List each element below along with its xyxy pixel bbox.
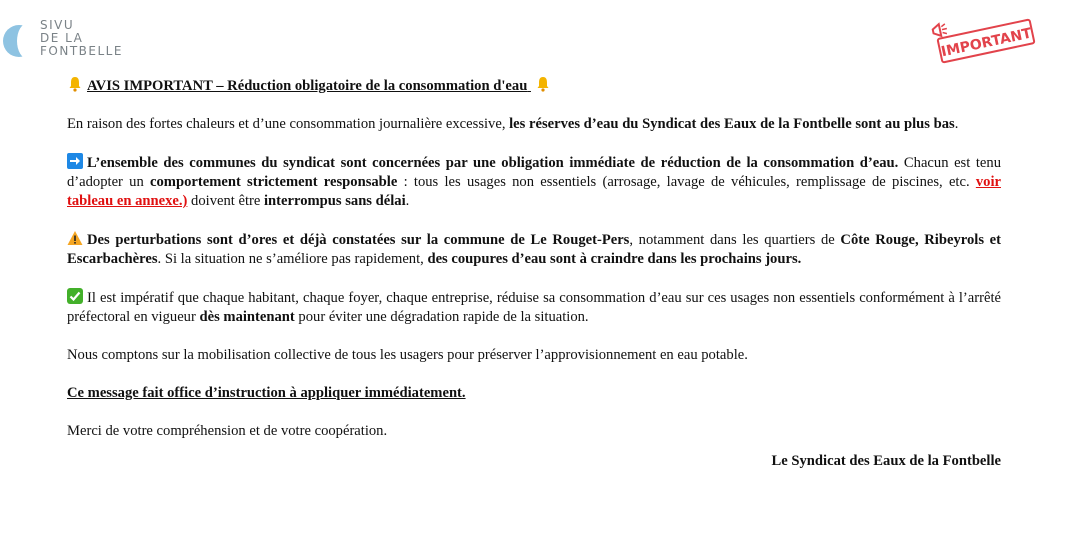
paragraph-4	[67, 288, 1001, 327]
p3-bold-lead: Des perturbations sont d’ores et déjà constatées sur la commune de Le Rouget-Pers	[87, 232, 630, 248]
p4-bold-now: dès maintenant	[199, 309, 295, 325]
notice-title-line	[67, 76, 1001, 96]
p2-text-1: Chacun est tenu d’adopter un	[67, 155, 1001, 190]
logo-line-3: FONTBELLE	[40, 44, 123, 58]
check-icon	[67, 288, 83, 304]
p4-text-2: pour éviter une dégradation rapide de la situation.	[294, 309, 589, 325]
annex-link[interactable]: voir tableau en annexe.)	[67, 174, 1001, 209]
notice-document	[67, 76, 1001, 471]
signature: Le Syndicat des Eaux de la Fontbelle	[771, 453, 1001, 469]
paragraph-3	[67, 230, 1001, 269]
sivu-logo	[0, 19, 170, 63]
logo-text	[40, 19, 123, 58]
logo-line-1: SIVU	[40, 18, 75, 32]
thanks-line: Merci de votre compréhension et de votre coopération.	[67, 423, 388, 439]
p3-text-1: , notamment dans les quartiers de	[629, 232, 841, 248]
p2-bold-behaviour: comportement strictement responsable	[150, 174, 398, 190]
p3-bold-cuts: des coupures d’eau sont à craindre dans les prochains jours.	[427, 251, 802, 267]
p2-bold-interrupt: interrompus sans délai	[264, 193, 406, 209]
paragraph-2	[67, 153, 1001, 211]
p1-end: .	[954, 116, 959, 132]
p1-bold: les réserves d’eau du Syndicat des Eaux de la Fontbelle sont au plus bas	[509, 116, 955, 132]
p1-text: En raison des fortes chaleurs et d’une consommation journalière excessive,	[67, 116, 510, 132]
instruction-text: Ce message fait office d’instruction à appliquer immédiatement.	[67, 385, 466, 401]
paragraph-1	[67, 115, 1001, 134]
bell-icon	[67, 76, 83, 92]
logo-mark	[3, 25, 35, 57]
important-stamp	[930, 20, 1050, 68]
p2-bold-lead: L’ensemble des communes du syndicat sont concernées par une obligation immédiate de réduction de la consommation d’eau.	[87, 155, 899, 171]
arrow-right-icon	[67, 153, 83, 169]
p3-text-2: . Si la situation ne s’améliore pas rapidement,	[157, 251, 428, 267]
notice-title: AVIS IMPORTANT – Réduction obligatoire de la consommation d'eau	[87, 78, 528, 94]
instruction-line	[67, 384, 1001, 403]
paragraph-5: Nous comptons sur la mobilisation collective de tous les usagers pour préserver l’approvisionnement en eau potable.	[67, 347, 748, 363]
bell-icon	[535, 76, 551, 92]
stamp-text: IMPORTANT	[936, 18, 1035, 63]
p2-text-2: : tous les usages non essentiels (arrosage, lavage de véhicules, remplissage de piscines, etc.	[397, 174, 976, 190]
p4-text-1: Il est impératif que chaque habitant, chaque foyer, chaque entreprise, réduise sa consommation d’eau sur ces usages non essentiels conformément à l’arrêté préfectoral en vigueur	[67, 290, 1001, 325]
p3-bold-quarters: Côte Rouge, Ribeyrols et Escarbachères	[67, 232, 1001, 267]
logo-line-2: DE LA	[40, 31, 84, 45]
warning-icon	[67, 230, 83, 246]
p2-text-3: doivent être	[187, 193, 264, 209]
p2-end: .	[405, 193, 410, 209]
